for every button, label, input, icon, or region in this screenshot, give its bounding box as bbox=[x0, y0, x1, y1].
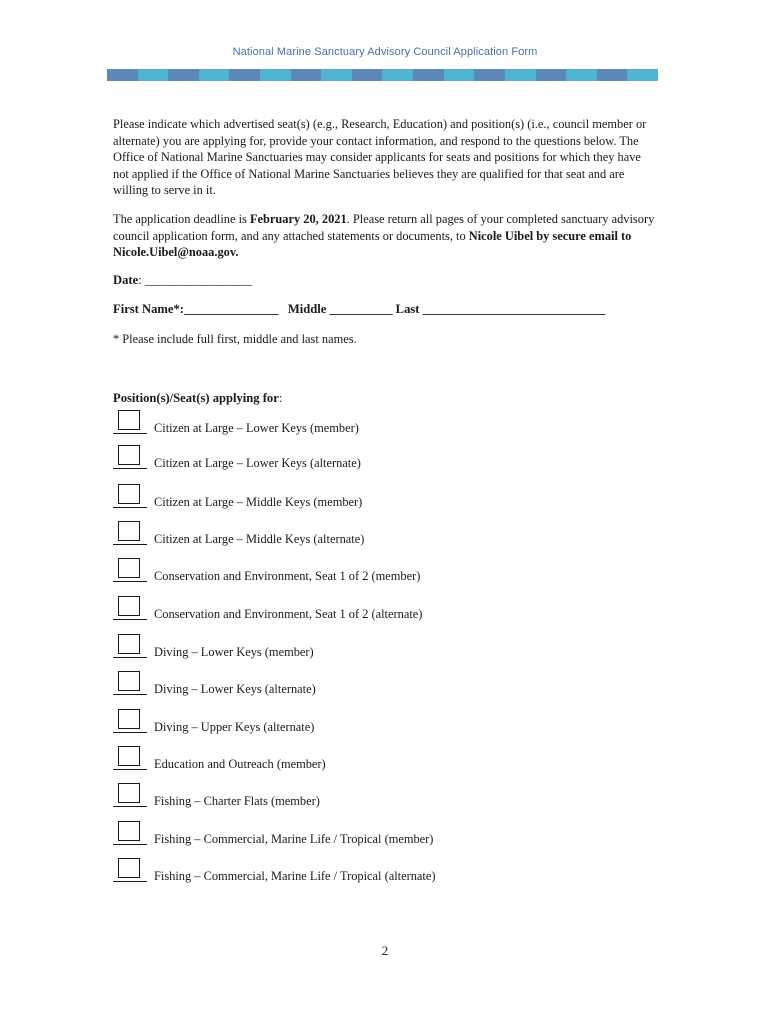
first-name-blank[interactable]: _______________ bbox=[184, 302, 279, 316]
seat-checkbox[interactable] bbox=[118, 783, 140, 803]
seat-underline bbox=[113, 507, 147, 508]
seat-checkbox[interactable] bbox=[118, 746, 140, 766]
seat-option[interactable] bbox=[113, 634, 658, 660]
seat-underline bbox=[113, 544, 147, 545]
seat-underline bbox=[113, 657, 147, 658]
deadline-paragraph bbox=[113, 211, 658, 261]
seat-underline bbox=[113, 619, 147, 620]
seat-label: Diving – Lower Keys (alternate) bbox=[154, 682, 316, 696]
form-header-title: National Marine Sanctuary Advisory Council Application Form bbox=[232, 46, 538, 58]
seat-checkbox[interactable] bbox=[118, 634, 140, 654]
seat-label: Education and Outreach (member) bbox=[154, 757, 326, 771]
seat-option[interactable] bbox=[113, 746, 658, 772]
seat-option[interactable] bbox=[113, 445, 658, 471]
stripe-segment bbox=[291, 69, 322, 81]
seat-option[interactable] bbox=[113, 709, 658, 735]
seat-underline bbox=[113, 769, 147, 770]
name-note: * Please include full first, middle and last names. bbox=[113, 332, 357, 346]
date-label: Date bbox=[113, 273, 139, 287]
contact-email-text: Nicole Uibel by secure email to Nicole.Uibel@noaa.gov. bbox=[113, 228, 632, 259]
seat-label: Diving – Upper Keys (alternate) bbox=[154, 720, 315, 734]
seat-underline bbox=[113, 844, 147, 845]
last-name-blank[interactable]: _____________________________ bbox=[422, 302, 606, 316]
stripe-segment bbox=[199, 69, 230, 81]
stripe-segment bbox=[474, 69, 505, 81]
deadline-date: February 20, 2021 bbox=[249, 212, 347, 226]
stripe-segment bbox=[505, 69, 536, 81]
last-name-label: Last bbox=[395, 302, 420, 316]
deadline-intro-text: The application deadline is bbox=[113, 212, 250, 226]
middle-name-blank[interactable]: __________ bbox=[329, 302, 393, 316]
seat-option[interactable] bbox=[113, 821, 658, 847]
seat-label: Citizen at Large – Middle Keys (alternate) bbox=[154, 532, 365, 546]
seat-option[interactable] bbox=[113, 671, 658, 697]
positions-heading bbox=[113, 391, 282, 406]
instructions-paragraph: Please indicate which advertised seat(s) (e.g., Research, Education) and position(s) (i.e., council member or alternate) you are applying for, provide your contact information, and respond to the questions below. The Office of National Marine Sanctuaries may consider applicants for seats and positions for which they have not applied if the Office of National Marine Sanctuaries believes they are qualified for that seat and are willing to serve in it. bbox=[113, 117, 647, 197]
stripe-segment bbox=[413, 69, 444, 81]
stripe-segment bbox=[382, 69, 413, 81]
seat-underline bbox=[113, 433, 147, 434]
stripe-segment bbox=[107, 69, 138, 81]
seat-option[interactable] bbox=[113, 858, 658, 884]
stripe-segment bbox=[321, 69, 352, 81]
seat-option[interactable] bbox=[113, 410, 658, 436]
seat-checkbox[interactable] bbox=[118, 671, 140, 691]
name-fields bbox=[113, 302, 605, 317]
seat-label: Conservation and Environment, Seat 1 of 2 (member) bbox=[154, 569, 421, 583]
seat-label: Citizen at Large – Lower Keys (alternate) bbox=[154, 456, 361, 470]
header-decorative-stripe bbox=[107, 69, 658, 81]
seat-underline bbox=[113, 732, 147, 733]
seat-option[interactable] bbox=[113, 783, 658, 809]
seat-label: Citizen at Large – Lower Keys (member) bbox=[154, 421, 359, 435]
date-field[interactable] bbox=[113, 273, 252, 288]
stripe-segment bbox=[444, 69, 475, 81]
seat-checkbox[interactable] bbox=[118, 484, 140, 504]
seat-checkbox[interactable] bbox=[118, 521, 140, 541]
stripe-segment bbox=[627, 69, 658, 81]
page-number: 2 bbox=[381, 943, 389, 958]
seat-option[interactable] bbox=[113, 484, 658, 510]
deadline-return-text: . Please return all pages of your completed sanctuary advisory council application form, and any attached statements or documents, to bbox=[113, 212, 655, 243]
seat-label: Fishing – Charter Flats (member) bbox=[154, 794, 320, 808]
stripe-segment bbox=[597, 69, 628, 81]
stripe-segment bbox=[536, 69, 567, 81]
seat-underline bbox=[113, 468, 147, 469]
stripe-segment bbox=[138, 69, 169, 81]
seat-label: Citizen at Large – Middle Keys (member) bbox=[154, 495, 363, 509]
seat-label: Fishing – Commercial, Marine Life / Tropical (member) bbox=[154, 832, 434, 846]
middle-name-label: Middle bbox=[287, 302, 327, 316]
seat-checkbox[interactable] bbox=[118, 596, 140, 616]
seat-checkbox[interactable] bbox=[118, 558, 140, 578]
date-blank[interactable]: : _________________ bbox=[138, 273, 252, 287]
positions-heading-text: Position(s)/Seat(s) applying for bbox=[113, 391, 279, 405]
seat-underline bbox=[113, 881, 147, 882]
stripe-segment bbox=[229, 69, 260, 81]
seat-underline bbox=[113, 581, 147, 582]
stripe-segment bbox=[352, 69, 383, 81]
first-name-label: First Name*: bbox=[113, 302, 184, 316]
stripe-segment bbox=[566, 69, 597, 81]
seat-label: Conservation and Environment, Seat 1 of 2 (alternate) bbox=[154, 607, 423, 621]
seat-option[interactable] bbox=[113, 521, 658, 547]
seat-checkbox[interactable] bbox=[118, 445, 140, 465]
seat-underline bbox=[113, 694, 147, 695]
seat-option[interactable] bbox=[113, 596, 658, 622]
seat-checkbox[interactable] bbox=[118, 821, 140, 841]
seat-label: Diving – Lower Keys (member) bbox=[154, 645, 314, 659]
stripe-segment bbox=[260, 69, 291, 81]
seat-option[interactable] bbox=[113, 558, 658, 584]
stripe-segment bbox=[168, 69, 199, 81]
seat-checkbox[interactable] bbox=[118, 410, 140, 430]
positions-heading-colon: : bbox=[278, 391, 283, 405]
seat-label: Fishing – Commercial, Marine Life / Tropical (alternate) bbox=[154, 869, 436, 883]
seat-checkbox[interactable] bbox=[118, 858, 140, 878]
seat-checkbox[interactable] bbox=[118, 709, 140, 729]
seat-underline bbox=[113, 806, 147, 807]
